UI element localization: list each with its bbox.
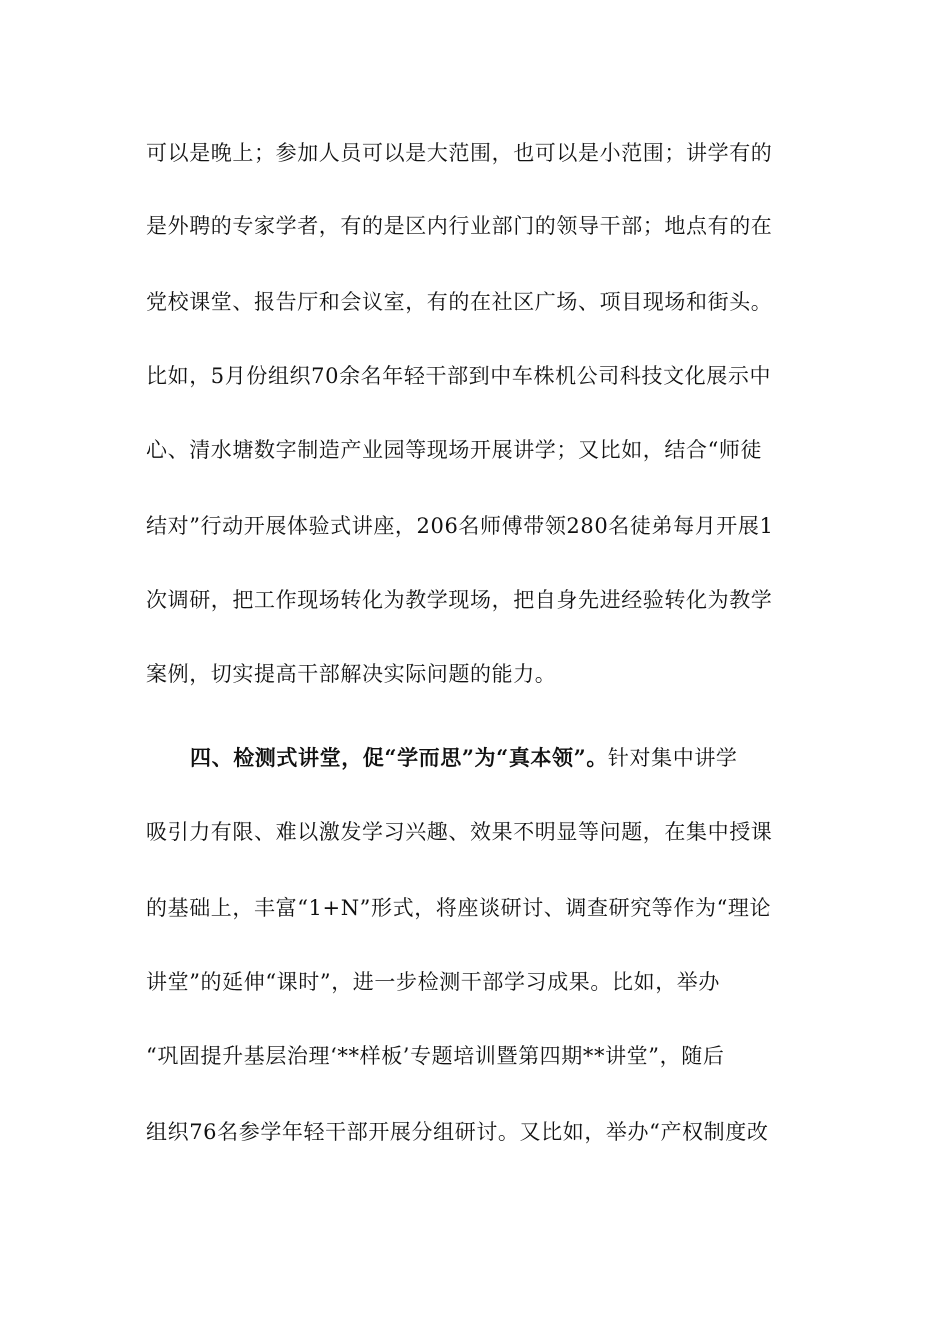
paragraph-line: “巩固提升基层治理‘**样板’专题培训暨第四期**讲堂”，随后 [146,1044,725,1068]
paragraph-line: 讲堂”的延伸“课时”，进一步检测干部学习成果。比如，举办 [146,970,721,994]
section-heading-continuation: 针对集中讲学 [607,746,738,770]
paragraph-line: 组织76名参学年轻干部开展分组研讨。又比如，举办“产权制度改 [146,1120,769,1144]
paragraph-line: 的基础上，丰富“1+N”形式，将座谈研讨、调查研究等作为“理论 [146,896,772,920]
section-heading: 四、检测式讲堂，促“学而思”为“真本领”。 [190,745,608,770]
paragraph-line: 结对”行动开展体验式讲座，206名师傅带领280名徒弟每月开展1 [146,514,774,538]
paragraph-line: 比如，5月份组织70余名年轻干部到中车株机公司科技文化展示中 [146,364,772,388]
section-heading-line [190,744,850,772]
paragraph-line: 可以是晚上；参加人员可以是大范围，也可以是小范围；讲学有的 [146,141,773,165]
paragraph-line: 次调研，把工作现场转化为教学现场，把自身先进经验转化为教学 [146,588,773,612]
paragraph-line: 心、清水塘数字制造产业园等现场开展讲学；又比如，结合“师徒 [146,438,763,462]
paragraph-line: 吸引力有限、难以激发学习兴趣、效果不明显等问题，在集中授课 [146,820,773,844]
paragraph-line: 是外聘的专家学者，有的是区内行业部门的领导干部；地点有的在 [146,214,773,238]
paragraph-line: 案例，切实提高干部解决实际问题的能力。 [146,662,557,686]
paragraph-line: 党校课堂、报告厅和会议室，有的在社区广场、项目现场和街头。 [146,290,773,314]
